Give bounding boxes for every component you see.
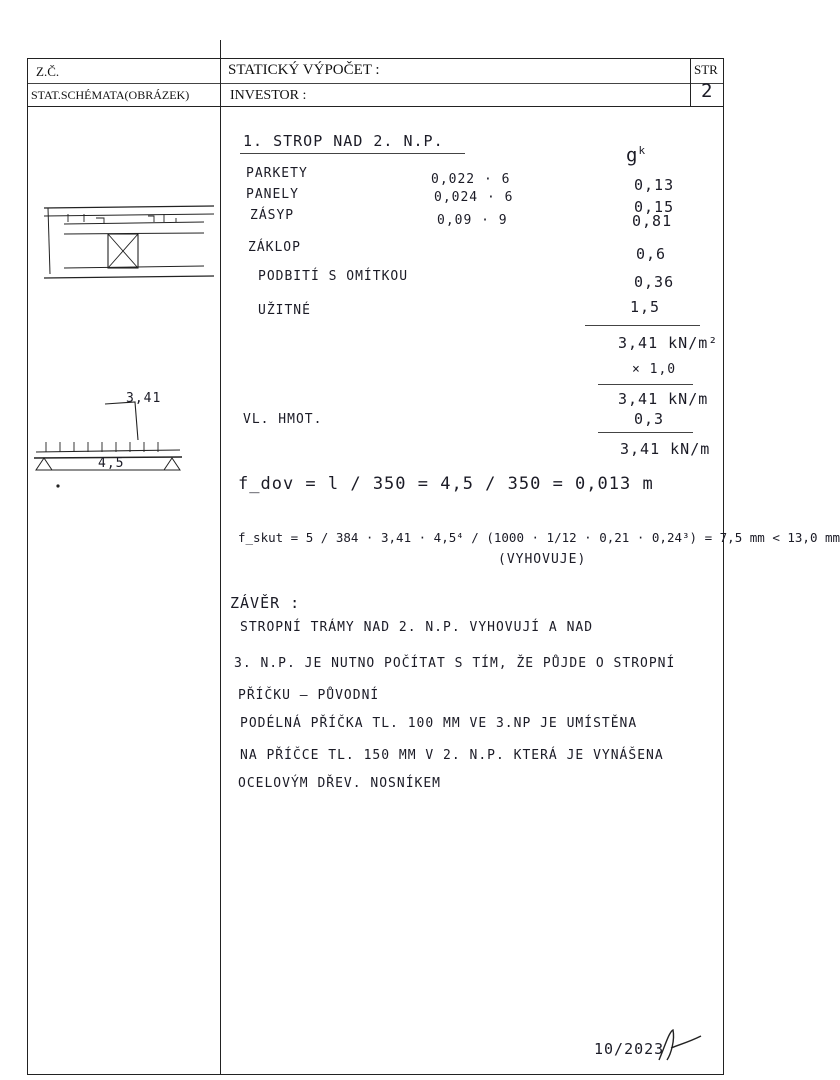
sum-line [585, 325, 700, 326]
layer-name: PARKETY [246, 166, 308, 181]
page-number: 2 [701, 80, 714, 102]
column-header-g: g [626, 144, 639, 167]
layer-name: ZÁKLOP [248, 240, 301, 255]
layer-value: 1,5 [630, 298, 661, 316]
layer-value: 0,13 [634, 176, 675, 194]
multiplier: × 1,0 [632, 362, 677, 377]
layer-thickness: 0,022 · 6 [431, 172, 511, 187]
page-title: STATICKÝ VÝPOČET : [228, 62, 380, 78]
layer-value: 0,15 [634, 198, 675, 216]
page-label: STR [694, 62, 718, 77]
conclusion-line: OCELOVÝM DŘEV. NOSNÍKEM [238, 776, 442, 791]
layer-value: 0,81 [632, 212, 673, 230]
floor-section-sketch [44, 196, 214, 286]
layer-name: PODBITÍ S OMÍTKOU [258, 269, 409, 284]
beam-load-sketch [30, 390, 220, 500]
zc-label: Z.Č. [36, 64, 60, 79]
frame-header-bottom-line [27, 106, 724, 107]
self-weight-label: VL. HMOT. [243, 412, 323, 427]
total-line [598, 432, 693, 433]
beam-load-label: 3,41 [126, 391, 162, 406]
conclusion-line: STROPNÍ TRÁMY NAD 2. N.P. VYHOVUJÍ A NAD [240, 620, 594, 635]
calc-heading-underline [240, 153, 465, 154]
sum-value: 3,41 kN/m² [618, 334, 719, 352]
layer-name: ZÁSYP [250, 208, 295, 223]
frame-right-line [723, 58, 724, 1074]
conclusion-line: PODÉLNÁ PŘÍČKA TL. 100 MM VE 3.NP JE UMÍSTĚNA [240, 716, 638, 731]
deflection-actual: f_skut = 5 / 384 · 3,41 · 4,5⁴ / (1000 · 1/12 · 0,21 · 0,24³) = 7,5 mm < 13,0 mm [238, 530, 840, 545]
verdict: (VYHOVUJE) [498, 552, 587, 567]
layer-name: PANELY [246, 187, 299, 202]
self-weight: 0,3 [634, 410, 665, 428]
multiplier-line [598, 384, 693, 385]
layer-name: UŽITNÉ [258, 303, 311, 318]
line-load: 3,41 kN/m [618, 390, 709, 408]
conclusion-line: PŘÍČKU – PŮVODNÍ [238, 688, 380, 703]
column-header-k: k [638, 144, 647, 157]
signature [655, 1026, 705, 1066]
frame-column-divider [220, 40, 221, 1074]
frame-top-line [27, 58, 724, 59]
date: 10/2023 [594, 1040, 665, 1058]
conclusion-heading: ZÁVĚR : [230, 594, 301, 612]
conclusion-line: NA PŘÍČCE TL. 150 MM V 2. N.P. KTERÁ JE VYNÁŠENA [240, 748, 664, 763]
layer-thickness: 0,09 · 9 [437, 213, 508, 228]
frame-left-line [27, 58, 28, 1074]
column-header-gk [626, 144, 646, 166]
frame-bottom-line [27, 1074, 724, 1075]
total-load: 3,41 kN/m [620, 440, 711, 458]
layer-value: 0,6 [636, 245, 667, 263]
frame-page-divider [690, 58, 691, 106]
layer-thickness: 0,024 · 6 [434, 190, 514, 205]
schema-label: STAT.SCHÉMATA(OBRÁZEK) [31, 88, 190, 102]
conclusion-line: 3. N.P. JE NUTNO POČÍTAT S TÍM, ŽE PŮJDE O STROPNÍ [234, 656, 676, 671]
deflection-allowed: f_dov = l / 350 = 4,5 / 350 = 0,013 m [238, 474, 654, 494]
investor-label: INVESTOR : [230, 88, 307, 103]
beam-span-label: 4,5 [98, 456, 125, 471]
frame-header-mid-line [27, 83, 724, 84]
calc-heading: 1. STROP NAD 2. N.P. [243, 132, 444, 150]
layer-value: 0,36 [634, 273, 675, 291]
